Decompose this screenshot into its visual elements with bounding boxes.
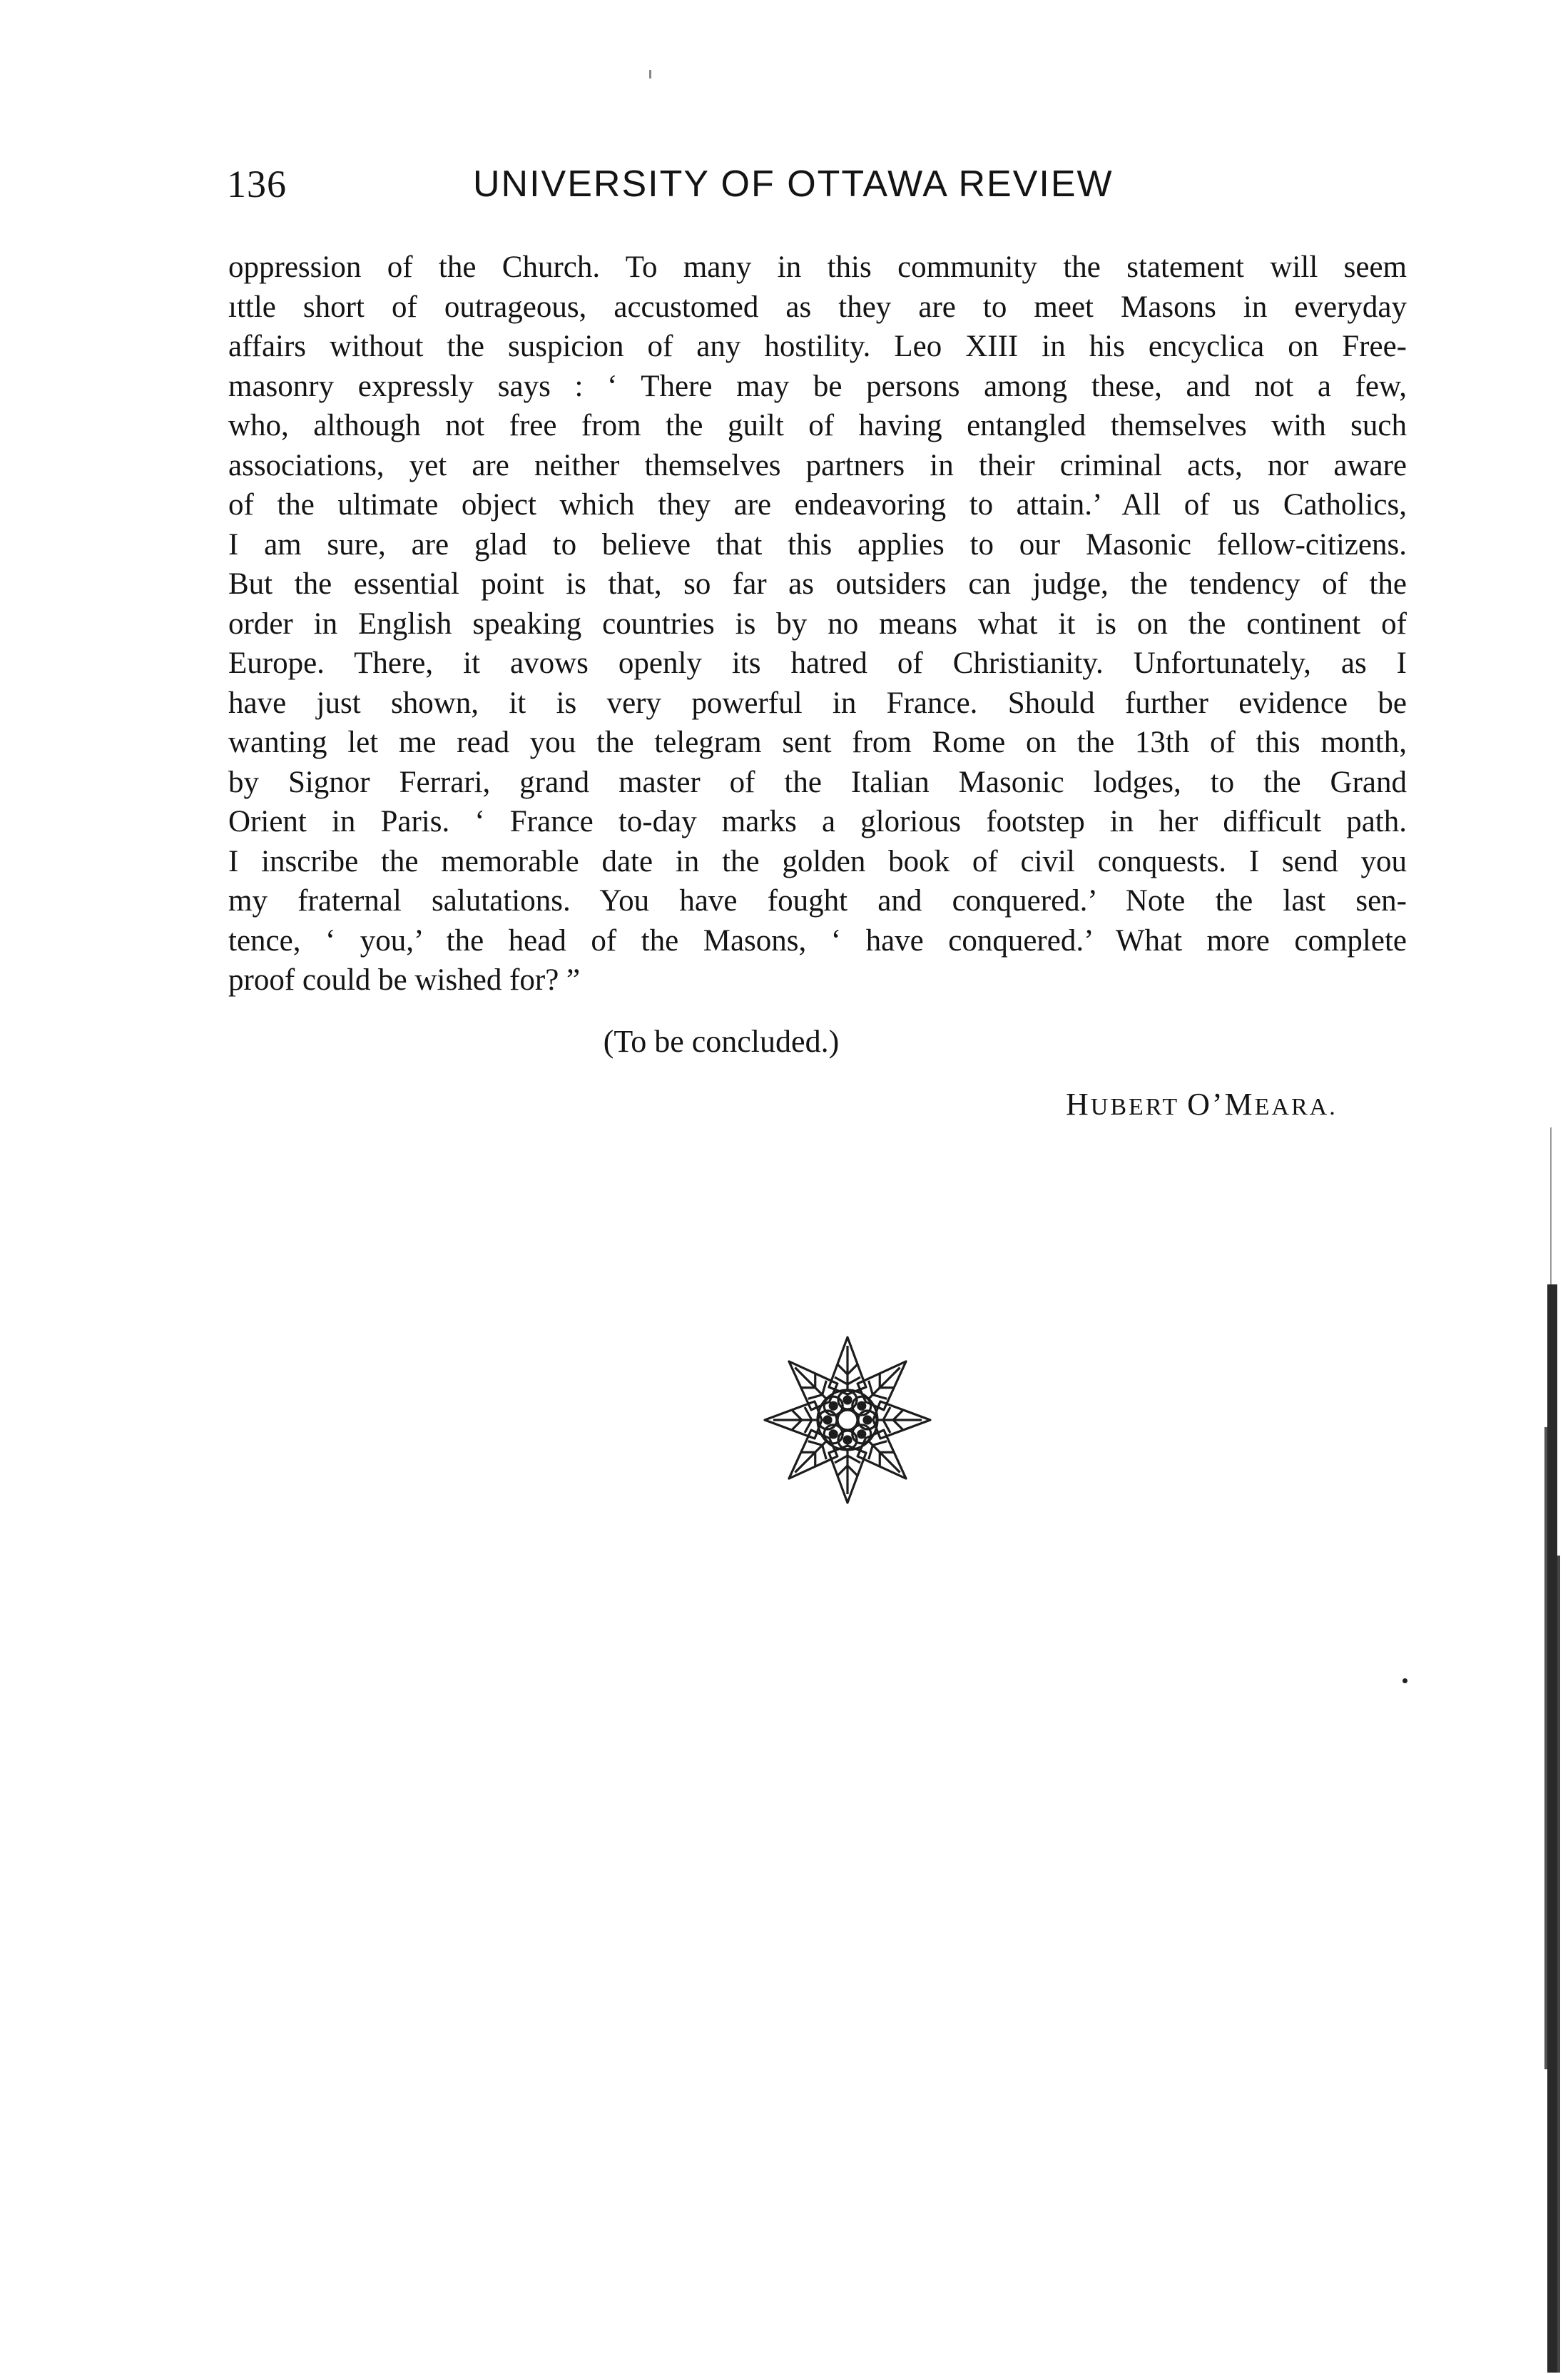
- text-line: associations, yet are neither themselves partners in their criminal acts, nor aware: [228, 448, 1407, 482]
- page-number: 136: [227, 163, 287, 206]
- text-line: who, although not free from the guilt of having entangled themselves with such: [228, 409, 1407, 442]
- text-line: tence, ‘ you,’ the head of the Masons, ‘ have conquered.’ What more complete: [228, 923, 1407, 958]
- text-line: But the essential point is that, so far as outsiders can judge, the tendency of the: [228, 567, 1407, 601]
- continuation-text: (To be concluded.): [603, 1024, 840, 1059]
- running-head: [227, 156, 1183, 213]
- text-line: I inscribe the memorable date in the golden book of civil conquests. I send you: [228, 844, 1407, 878]
- text-line: Europe. There, it avows openly its hatred of Christianity. Unfortunately, as I: [228, 646, 1407, 680]
- text-line: oppression of the Church. To many in this community the statement will seem: [228, 250, 1407, 284]
- journal-title: UNIVERSITY OF OTTAWA REVIEW: [473, 163, 1114, 205]
- text-line: masonry expressly says : ‘ There may be persons among these, and not a few,: [228, 369, 1407, 403]
- text-line: have just shown, it is very powerful in France. Should further evidence be: [228, 686, 1407, 720]
- article-body: [228, 248, 1407, 1000]
- text-line: my fraternal salutations. You have fought and conquered.’ Note the last sen-: [228, 884, 1407, 918]
- text-line: I am sure, are glad to believe that this applies to our Masonic fellow-citizens.: [228, 527, 1407, 562]
- floral-ornament-icon: [762, 1334, 933, 1506]
- text-line: affairs without the suspicion of any hostility. Leo XIII in his encyclica on Free-: [228, 330, 1407, 363]
- scan-dot: [1402, 1678, 1407, 1683]
- signature-small-caps: UBERT: [1090, 1094, 1179, 1120]
- author-signature: [1066, 1083, 1338, 1129]
- text-line: order in English speaking countries is by no means what it is on the continent of: [228, 607, 1407, 641]
- text-line: proof could be wished for? ”: [228, 963, 581, 997]
- signature-initial: O’M: [1187, 1087, 1255, 1122]
- signature-initial: H: [1066, 1087, 1091, 1122]
- signature-small-caps: EARA.: [1254, 1094, 1338, 1120]
- continuation-note: [0, 1020, 1568, 1063]
- page-edge-shadow: [1543, 1127, 1562, 2373]
- text-line: ıttle short of outrageous, accustomed as they are to meet Masons in everyday: [228, 290, 1407, 324]
- text-line: of the ultimate object which they are endeavoring to attain.’ All of us Catholics,: [228, 488, 1407, 522]
- text-line: by Signor Ferrari, grand master of the Italian Masonic lodges, to the Grand: [228, 765, 1407, 799]
- text-line: Orient in Paris. ‘ France to-day marks a glorious footstep in her difficult path.: [228, 805, 1407, 838]
- scan-speck: [649, 70, 651, 78]
- text-line: wanting let me read you the telegram sent from Rome on the 13th of this month,: [228, 726, 1407, 759]
